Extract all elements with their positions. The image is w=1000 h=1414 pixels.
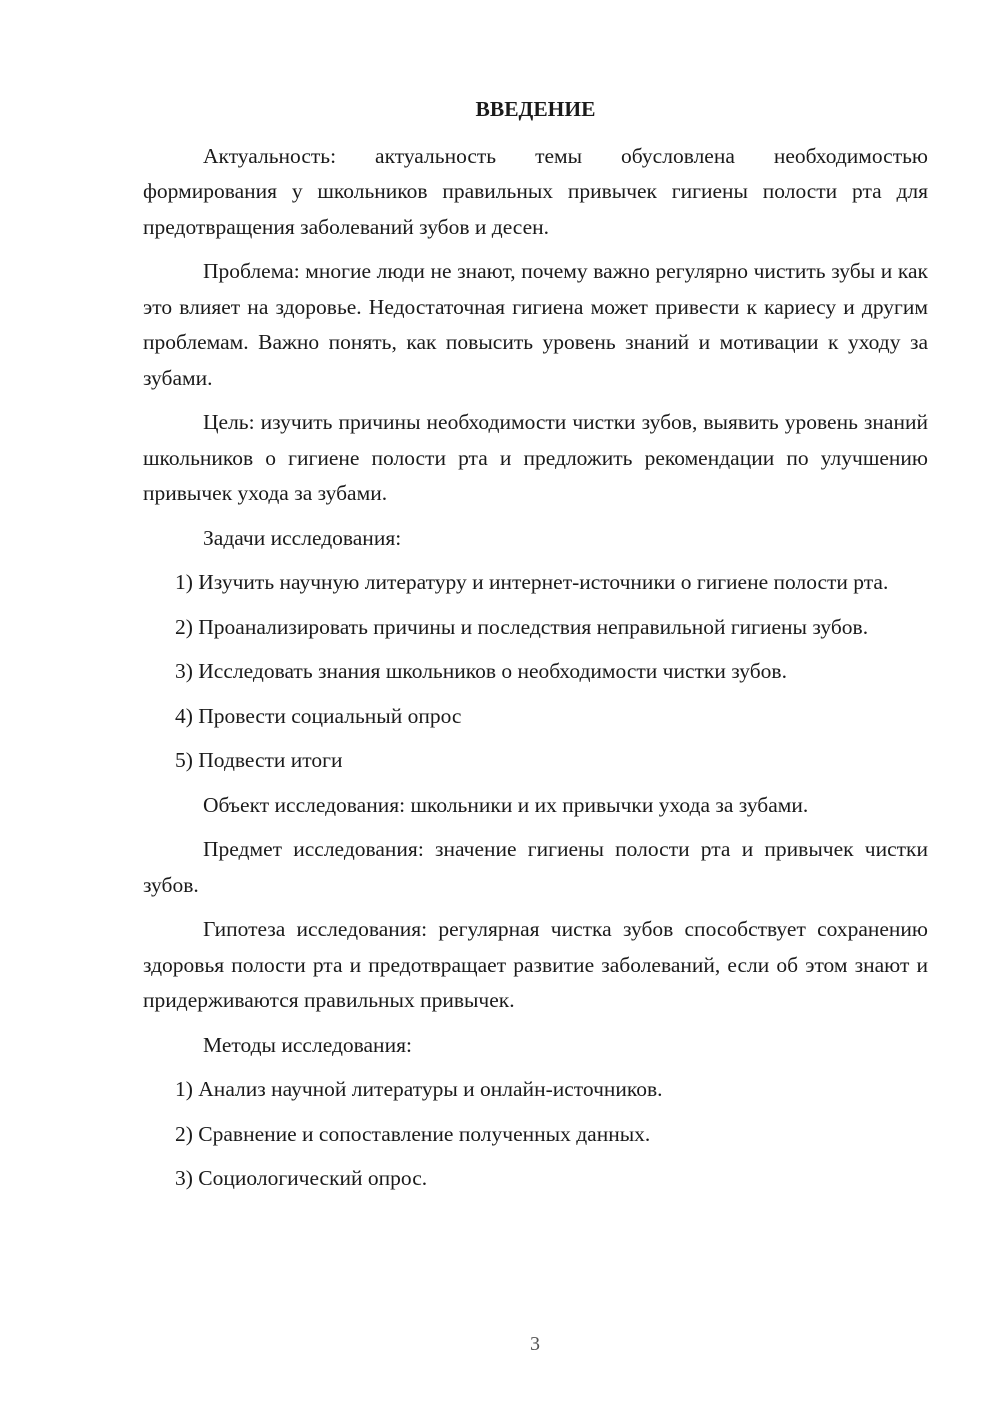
page-number: 3 bbox=[530, 1333, 540, 1355]
methods-heading: Методы исследования: bbox=[203, 1032, 412, 1057]
paragraph-subject: Предмет исследования: значение гигиены полости рта и привычек чистки зубов. bbox=[143, 837, 928, 897]
task-item-1: 1) Изучить научную литературу и интернет-источники о гигиене полости рта. bbox=[175, 570, 889, 594]
task-item-3: 3) Исследовать знания школьников о необходимости чистки зубов. bbox=[175, 659, 787, 683]
method-item-2: 2) Сравнение и сопоставление полученных данных. bbox=[175, 1121, 651, 1146]
paragraph-relevance: Актуальность: актуальность темы обусловлена необходимостью формирования у школьников правильных привычек гигиены полости рта для предотвращения заболеваний зубов и десен. bbox=[143, 143, 928, 239]
paragraph-goal: Цель: изучить причины необходимости чистки зубов, выявить уровень знаний школьников о гигиене полости рта и предложить рекомендации по улучшению привычек ухода за зубами. bbox=[143, 410, 928, 505]
task-item-4: 4) Провести социальный опрос bbox=[175, 703, 462, 728]
method-item-1: 1) Анализ научной литературы и онлайн-источников. bbox=[175, 1077, 663, 1101]
paragraph-object: Объект исследования: школьники и их привычки ухода за зубами. bbox=[203, 792, 809, 817]
paragraph-hypothesis: Гипотеза исследования: регулярная чистка зубов способствует сохранению здоровья полости рта и предотвращает развитие заболеваний, если об этом знают и придерживаются правильных привычек. bbox=[143, 917, 928, 1012]
page-title: ВВЕДЕНИЕ bbox=[475, 97, 596, 121]
task-item-5: 5) Подвести итоги bbox=[175, 748, 343, 772]
method-item-3: 3) Социологический опрос. bbox=[175, 1166, 428, 1190]
task-item-2: 2) Проанализировать причины и последствия неправильной гигиены зубов. bbox=[175, 614, 869, 639]
document-page bbox=[143, 92, 928, 1206]
tasks-heading: Задачи исследования: bbox=[203, 525, 402, 550]
paragraph-problem: Проблема: многие люди не знают, почему важно регулярно чистить зубы и как это влияет на здоровье. Недостаточная гигиена может привести к кариесу и другим проблемам. Важно понять, как повысить уровень знаний и мотивации к уходу за зубами. bbox=[143, 259, 928, 390]
